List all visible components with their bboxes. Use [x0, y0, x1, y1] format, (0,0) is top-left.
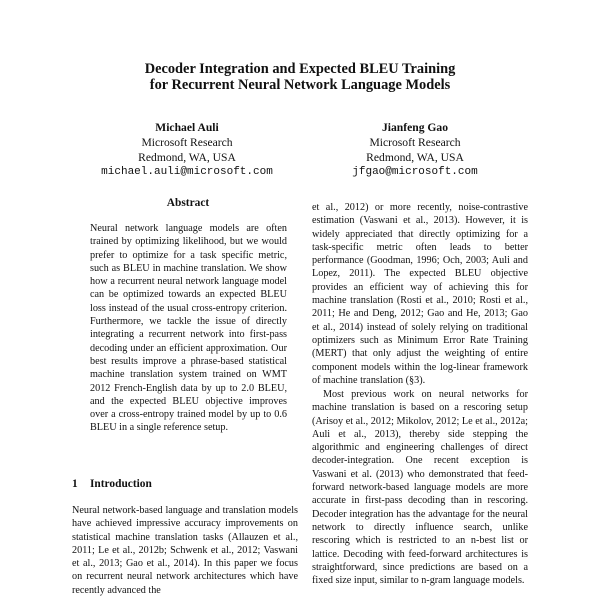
- author-name: Michael Auli: [155, 121, 219, 134]
- author-block-1: [72, 120, 302, 180]
- author-affiliation: Microsoft Research: [141, 136, 233, 149]
- right-column-paragraph-1: et al., 2012) or more recently, noise-contrastive estimation (Vaswani et al., 2013). However, it is widely appreciated that directly optimizing for a task-specific metric often leads to better performance (Goodman, 1996; Och, 2003; Auli and Lopez, 2011). The expected BLEU objective provides an efficient way of achieving this for machine translation (Rosti et al., 2010; Rosti et al., 2011; He and Deng, 2012; Gao and He, 2013; Gao et al., 2014) instead of solely relying on traditional optimizers such as Minimum Error Rate Training (MERT) that only adjust the weighting of entire component models within the log-linear framework of machine translation (§3).: [312, 202, 528, 386]
- author-block-2: [300, 120, 530, 180]
- title-line-1: Decoder Integration and Expected BLEU Training: [144, 61, 456, 77]
- author-location: Redmond, WA, USA: [138, 151, 236, 164]
- section-number: 1: [72, 478, 78, 490]
- title-line-2: for Recurrent Neural Network Language Models: [149, 77, 451, 93]
- author-location: Redmond, WA, USA: [366, 151, 464, 164]
- author-name: Jianfeng Gao: [381, 121, 449, 134]
- author-email: michael.auli@microsoft.com: [101, 166, 273, 178]
- abstract-text: Neural network language models are often trained by optimizing likelihood, but we would prefer to optimize for a task specific metric, such as BLEU in machine translation. We show how a recurrent neural network language model can be optimized towards an expected BLEU loss instead of the usual cross-entropy criterion. Furthermore, we tackle the issue of directly integrating a recurrent network into first-pass decoding under an efficient approximation. Our best results improve a phrase-based statistical machine translation system trained on WMT 2012 French-English data by up to 2.0 BLEU, and the expected BLEU objective improves over a cross-entropy trained model by up to 0.6 BLEU in a single reference setup.: [90, 223, 287, 434]
- intro-paragraph: Neural network-based language and translation models have achieved impressive accuracy improvements on statistical machine translation tasks (Allauzen et al., 2011; Le et al., 2012b; Schwenk et al., 2012; Vaswani et al., 2013; Gao et al., 2014). In this paper we focus on recurrent neural network architectures which have recently advanced the: [72, 505, 298, 596]
- abstract-heading: Abstract: [166, 197, 210, 209]
- right-column-paragraph-2: Most previous work on neural networks for machine translation is based on a rescoring setup (Arisoy et al., 2012; Mikolov, 2012; Le et al., 2012a; Auli et al., 2013), thereby side stepping the algorithmic and engineering challenges of direct decoder-integration. One recent exception is Vaswani et al. (2013) who demonstrated that feed-forward network-based language models are more accurate in first-pass decoding than in rescoring. Decoder integration has the advantage for the neural network to directly influence search, unlike rescoring which is restricted to an n-best list or lattice. Decoding with feed-forward architectures is straightforward, since predictions are based on a fixed size input, similar to n-gram language models.: [312, 389, 528, 587]
- section-heading-introduction: [72, 478, 152, 490]
- paper-title: [0, 61, 600, 93]
- author-affiliation: Microsoft Research: [369, 136, 461, 149]
- section-title: Introduction: [90, 478, 152, 490]
- author-email: jfgao@microsoft.com: [352, 166, 478, 178]
